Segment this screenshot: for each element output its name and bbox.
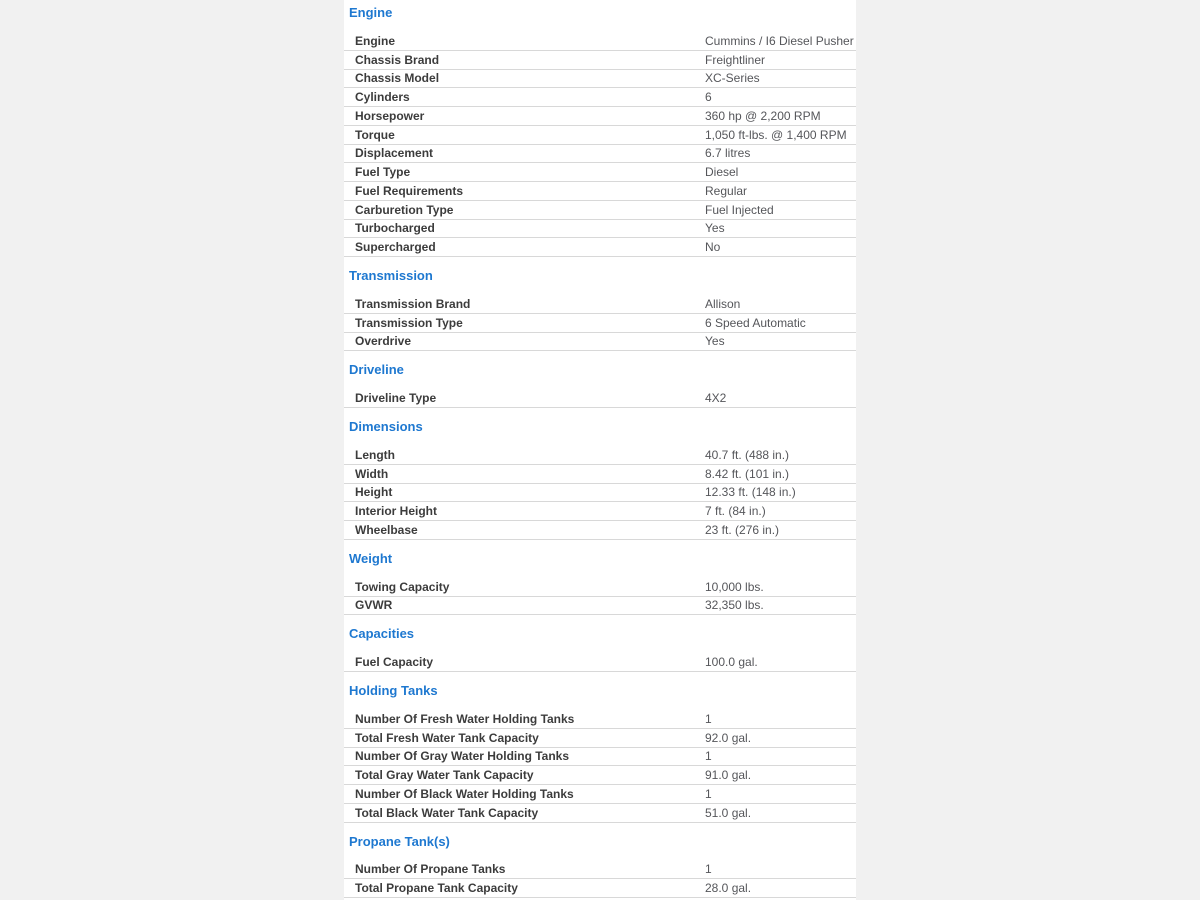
spec-label: Wheelbase: [355, 522, 418, 537]
spec-label: Transmission Type: [355, 315, 463, 330]
spec-section: [344, 269, 856, 351]
spec-section: [344, 627, 856, 672]
spec-row: [344, 465, 856, 484]
spec-row: [344, 145, 856, 164]
spec-value: Allison: [705, 296, 741, 311]
spec-label: Overdrive: [355, 334, 412, 349]
spec-value: 6: [705, 90, 712, 105]
spec-label: Total Black Water Tank Capacity: [355, 805, 539, 820]
spec-label: Height: [355, 485, 393, 500]
spec-value: Yes: [705, 334, 725, 349]
spec-label: Driveline Type: [355, 391, 437, 406]
section-title: Transmission: [349, 268, 433, 283]
spec-row: [344, 88, 856, 107]
spec-label: Total Gray Water Tank Capacity: [355, 768, 534, 783]
spec-label: Displacement: [355, 146, 434, 161]
spec-section: [344, 363, 856, 408]
section-title: Engine: [349, 5, 393, 20]
spec-row: [344, 201, 856, 220]
spec-rows: [344, 653, 856, 672]
spec-row: [344, 484, 856, 503]
spec-label: Fuel Type: [355, 165, 411, 180]
spec-label: Length: [355, 447, 395, 462]
spec-value: 32,350 lbs.: [705, 598, 764, 613]
spec-section: [344, 0, 856, 257]
spec-label: Chassis Brand: [355, 52, 440, 67]
spec-value: No: [705, 240, 721, 255]
spec-label: Number Of Black Water Holding Tanks: [355, 786, 574, 801]
spec-row: [344, 107, 856, 126]
spec-row: [344, 597, 856, 616]
spec-label: Engine: [355, 33, 396, 48]
spec-label: Cylinders: [355, 90, 410, 105]
spec-value: 12.33 ft. (148 in.): [705, 485, 796, 500]
spec-value: 40.7 ft. (488 in.): [705, 447, 790, 462]
spec-value: 7 ft. (84 in.): [705, 504, 766, 519]
spec-value: 10,000 lbs.: [705, 579, 764, 594]
spec-value: 1: [705, 749, 712, 764]
section-title: Capacities: [349, 626, 415, 642]
spec-row: [344, 861, 856, 880]
spec-value: 1: [705, 862, 712, 877]
spec-label: Supercharged: [355, 240, 436, 255]
spec-label: Width: [355, 466, 389, 481]
spec-label: Total Fresh Water Tank Capacity: [355, 730, 539, 745]
spec-value: 92.0 gal.: [705, 730, 752, 745]
section-title: Weight: [349, 550, 393, 566]
spec-row: [344, 389, 856, 408]
spec-label: Turbocharged: [355, 221, 435, 236]
spec-label: Interior Height: [355, 504, 438, 519]
spec-value: 4X2: [705, 391, 727, 406]
spec-row: [344, 578, 856, 597]
spec-row: [344, 295, 856, 314]
spec-label: Carburetion Type: [355, 202, 454, 217]
spec-row: [344, 70, 856, 89]
spec-row: [344, 126, 856, 145]
spec-row: [344, 51, 856, 70]
spec-label: Torque: [355, 127, 395, 142]
spec-value: Cummins / I6 Diesel Pusher: [705, 33, 854, 48]
spec-section: [344, 552, 856, 616]
spec-row: [344, 502, 856, 521]
section-title: Dimensions: [349, 419, 423, 434]
spec-row: [344, 163, 856, 182]
spec-row: [344, 710, 856, 729]
spec-rows: [344, 861, 856, 899]
spec-label: Transmission Brand: [355, 296, 471, 311]
spec-rows: [344, 710, 856, 823]
spec-row: [344, 182, 856, 201]
spec-value: Fuel Injected: [705, 202, 774, 217]
spec-value: 23 ft. (276 in.): [705, 522, 780, 537]
spec-value: Regular: [705, 183, 748, 198]
spec-value: 1: [705, 786, 712, 801]
spec-row: [344, 314, 856, 333]
spec-row: [344, 333, 856, 352]
spec-row: [344, 238, 856, 257]
spec-label: Horsepower: [355, 108, 425, 123]
spec-label: Number Of Gray Water Holding Tanks: [355, 749, 570, 764]
section-title: Holding Tanks: [349, 683, 438, 698]
spec-value: 28.0 gal.: [705, 881, 752, 896]
spec-label: Chassis Model: [355, 71, 440, 86]
section-title: Driveline: [349, 362, 404, 378]
spec-section: [344, 684, 856, 823]
spec-row: [344, 653, 856, 672]
spec-value: 6.7 litres: [705, 146, 751, 161]
spec-row: [344, 32, 856, 51]
spec-rows: [344, 295, 856, 351]
spec-label: Number Of Fresh Water Holding Tanks: [355, 711, 575, 726]
spec-value: 360 hp @ 2,200 RPM: [705, 108, 821, 123]
spec-rows: [344, 389, 856, 408]
spec-label: Towing Capacity: [355, 579, 450, 594]
spec-row: [344, 220, 856, 239]
spec-value: 100.0 gal.: [705, 655, 758, 670]
spec-row: [344, 729, 856, 748]
spec-value: XC-Series: [705, 71, 760, 86]
spec-value: Diesel: [705, 165, 739, 180]
spec-label: Fuel Requirements: [355, 183, 464, 198]
spec-value: 6 Speed Automatic: [705, 315, 806, 330]
spec-rows: [344, 32, 856, 257]
spec-label: Number Of Propane Tanks: [355, 862, 506, 877]
spec-row: [344, 521, 856, 540]
spec-value: Yes: [705, 221, 725, 236]
spec-value: Freightliner: [705, 52, 766, 67]
spec-value: 51.0 gal.: [705, 805, 752, 820]
spec-value: 1,050 ft-lbs. @ 1,400 RPM: [705, 127, 847, 142]
spec-row: [344, 879, 856, 898]
spec-section: [344, 835, 856, 899]
spec-label: GVWR: [355, 598, 393, 613]
spec-section: [344, 420, 856, 540]
section-title: Propane Tank(s): [349, 833, 450, 849]
spec-row: [344, 446, 856, 465]
spec-rows: [344, 446, 856, 540]
spec-value: 8.42 ft. (101 in.): [705, 466, 790, 481]
spec-rows: [344, 578, 856, 616]
spec-row: [344, 766, 856, 785]
spec-row: [344, 748, 856, 767]
spec-row: [344, 785, 856, 804]
spec-value: 91.0 gal.: [705, 768, 752, 783]
spec-value: 1: [705, 711, 712, 726]
spec-label: Total Propane Tank Capacity: [355, 881, 518, 896]
spec-label: Fuel Capacity: [355, 655, 434, 670]
spec-sheet: [344, 0, 856, 900]
spec-row: [344, 804, 856, 823]
